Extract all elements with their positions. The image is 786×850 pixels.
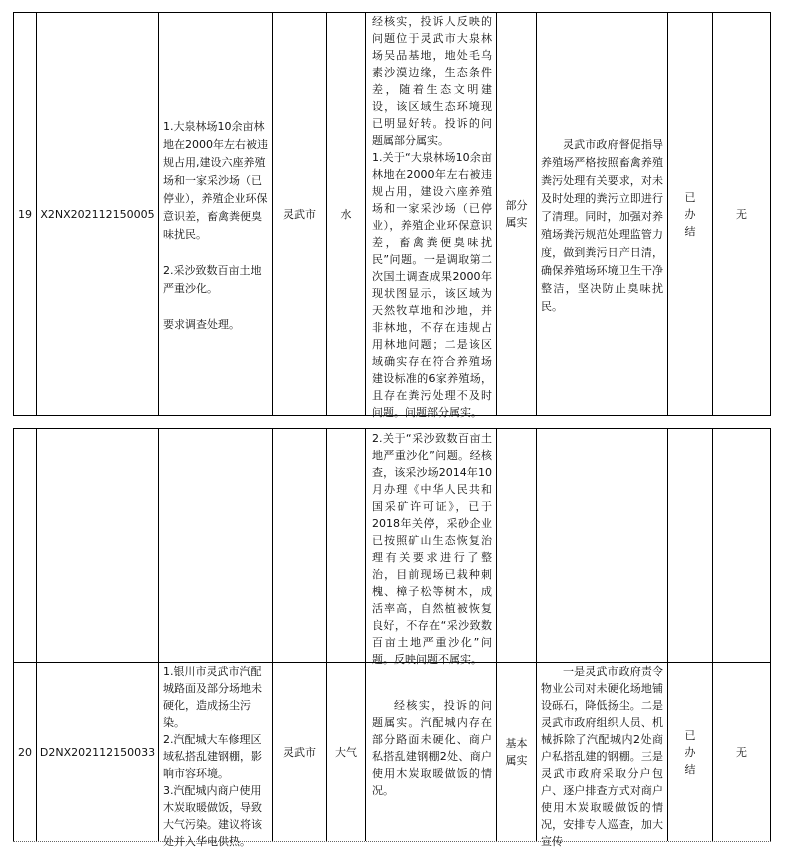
col-divider <box>536 12 537 416</box>
col-divider <box>536 428 537 841</box>
city: 灵武市 <box>283 745 316 759</box>
row-index: 19 <box>18 207 32 221</box>
col-divider <box>158 428 159 841</box>
complaint-content: 1.银川市灵武市汽配城路面及部分场地未硬化，造成扬尘污染。 2.汽配城大车修理区域私搭乱建钢棚，影响市容环境。 3.汽配城内商户使用木炭取暖做饭，导致大气污染。建议将该处并入华电供热。 <box>163 665 262 848</box>
status: 已办结 <box>684 190 696 238</box>
accountability: 无 <box>736 745 747 759</box>
handling-measures: 灵武市政府督促指导养殖场严格按照畜禽养殖粪污处理有关要求，对未及时处理的粪污立即进行了清理。同时，加强对养殖场粪污规范处理监管力度，做到粪污日产日清，确保养殖场环境卫生干净整洁，坚决防止臭味扰民。 <box>541 138 663 313</box>
handling-measures: 一是灵武市政府责令物业公司对未硬化场地铺设砾石，降低扬尘。二是灵武市政府组织人员、机械拆除了汽配城内2处商户私搭乱建的钢棚。三是灵武市政府采取分户包户、逐户排查方式对商户使用木炭取暖做饭的情况，安排专人巡查，加大宣传 <box>541 665 663 848</box>
city: 灵武市 <box>283 207 316 221</box>
status: 已办结 <box>684 728 696 776</box>
investigation-result: 经核实，投诉的问题属实。汽配城内存在部分路面未硬化、商户私搭乱建钢棚2处、商户使用木炭取暖做饭的情况。 <box>372 699 492 797</box>
investigation-result: 经核实，投诉人反映的问题位于灵武市大泉林场吴品基地，地处毛乌素沙漠边缘，生态条件差，随着生态文明建设，该区域生态环境现已明显好转。投诉的问题属部分属实。 1.关于“大泉林场10余亩林地在2000年左右被违规占用，建设六座养殖场和一家采沙场（已停业），养殖企业环保意识差，畜禽粪便臭味扰民”问题。一是调取第二次国土调查成果2000年现状图显示，该区域为天然牧草地和沙地，并非林地，不存在违规占用林地问题；二是该区域确实存在符合养殖场建设标准的6家养殖场，且存在粪污处理不及时问题。问题部分属实。 <box>372 15 492 419</box>
col-divider <box>158 12 159 416</box>
finding: 基本属实 <box>505 737 528 767</box>
row-index: 20 <box>18 745 32 759</box>
col-divider <box>770 12 771 416</box>
case-id: D2NX202112150033 <box>39 745 156 759</box>
accountability: 无 <box>736 207 747 221</box>
complaint-content: 1.大泉林场10余亩林地在2000年左右被违规占用,建设六座养殖场和一家采沙场（已停业），养殖企业环保意识差，畜禽粪便臭味扰民。 2.采沙致数百亩土地严重沙化。 要求调查处理。 <box>163 120 268 331</box>
table-border-bottom <box>13 841 771 842</box>
col-divider <box>770 428 771 841</box>
investigation-result-continued: 2.关于“采沙致数百亩土地严重沙化”问题。经核查，该采沙场2014年10月办理《中华人民共和国采矿许可证》，已于2018年关停，采砂企业已按照矿山生态恢复治理有关要求进行了整治，目前现场已栽种刺槐、樟子松等树木，成活率高，自然植被恢复良好，不存在“采沙致数百亩土地严重沙化”问题。反映问题不属实。 <box>372 432 492 666</box>
case-id: X2NX202112150005 <box>40 207 155 221</box>
finding: 部分属实 <box>505 199 528 229</box>
pollution-type: 水 <box>340 207 352 221</box>
pollution-type: 大气 <box>335 745 357 759</box>
table-border-top <box>13 428 771 429</box>
